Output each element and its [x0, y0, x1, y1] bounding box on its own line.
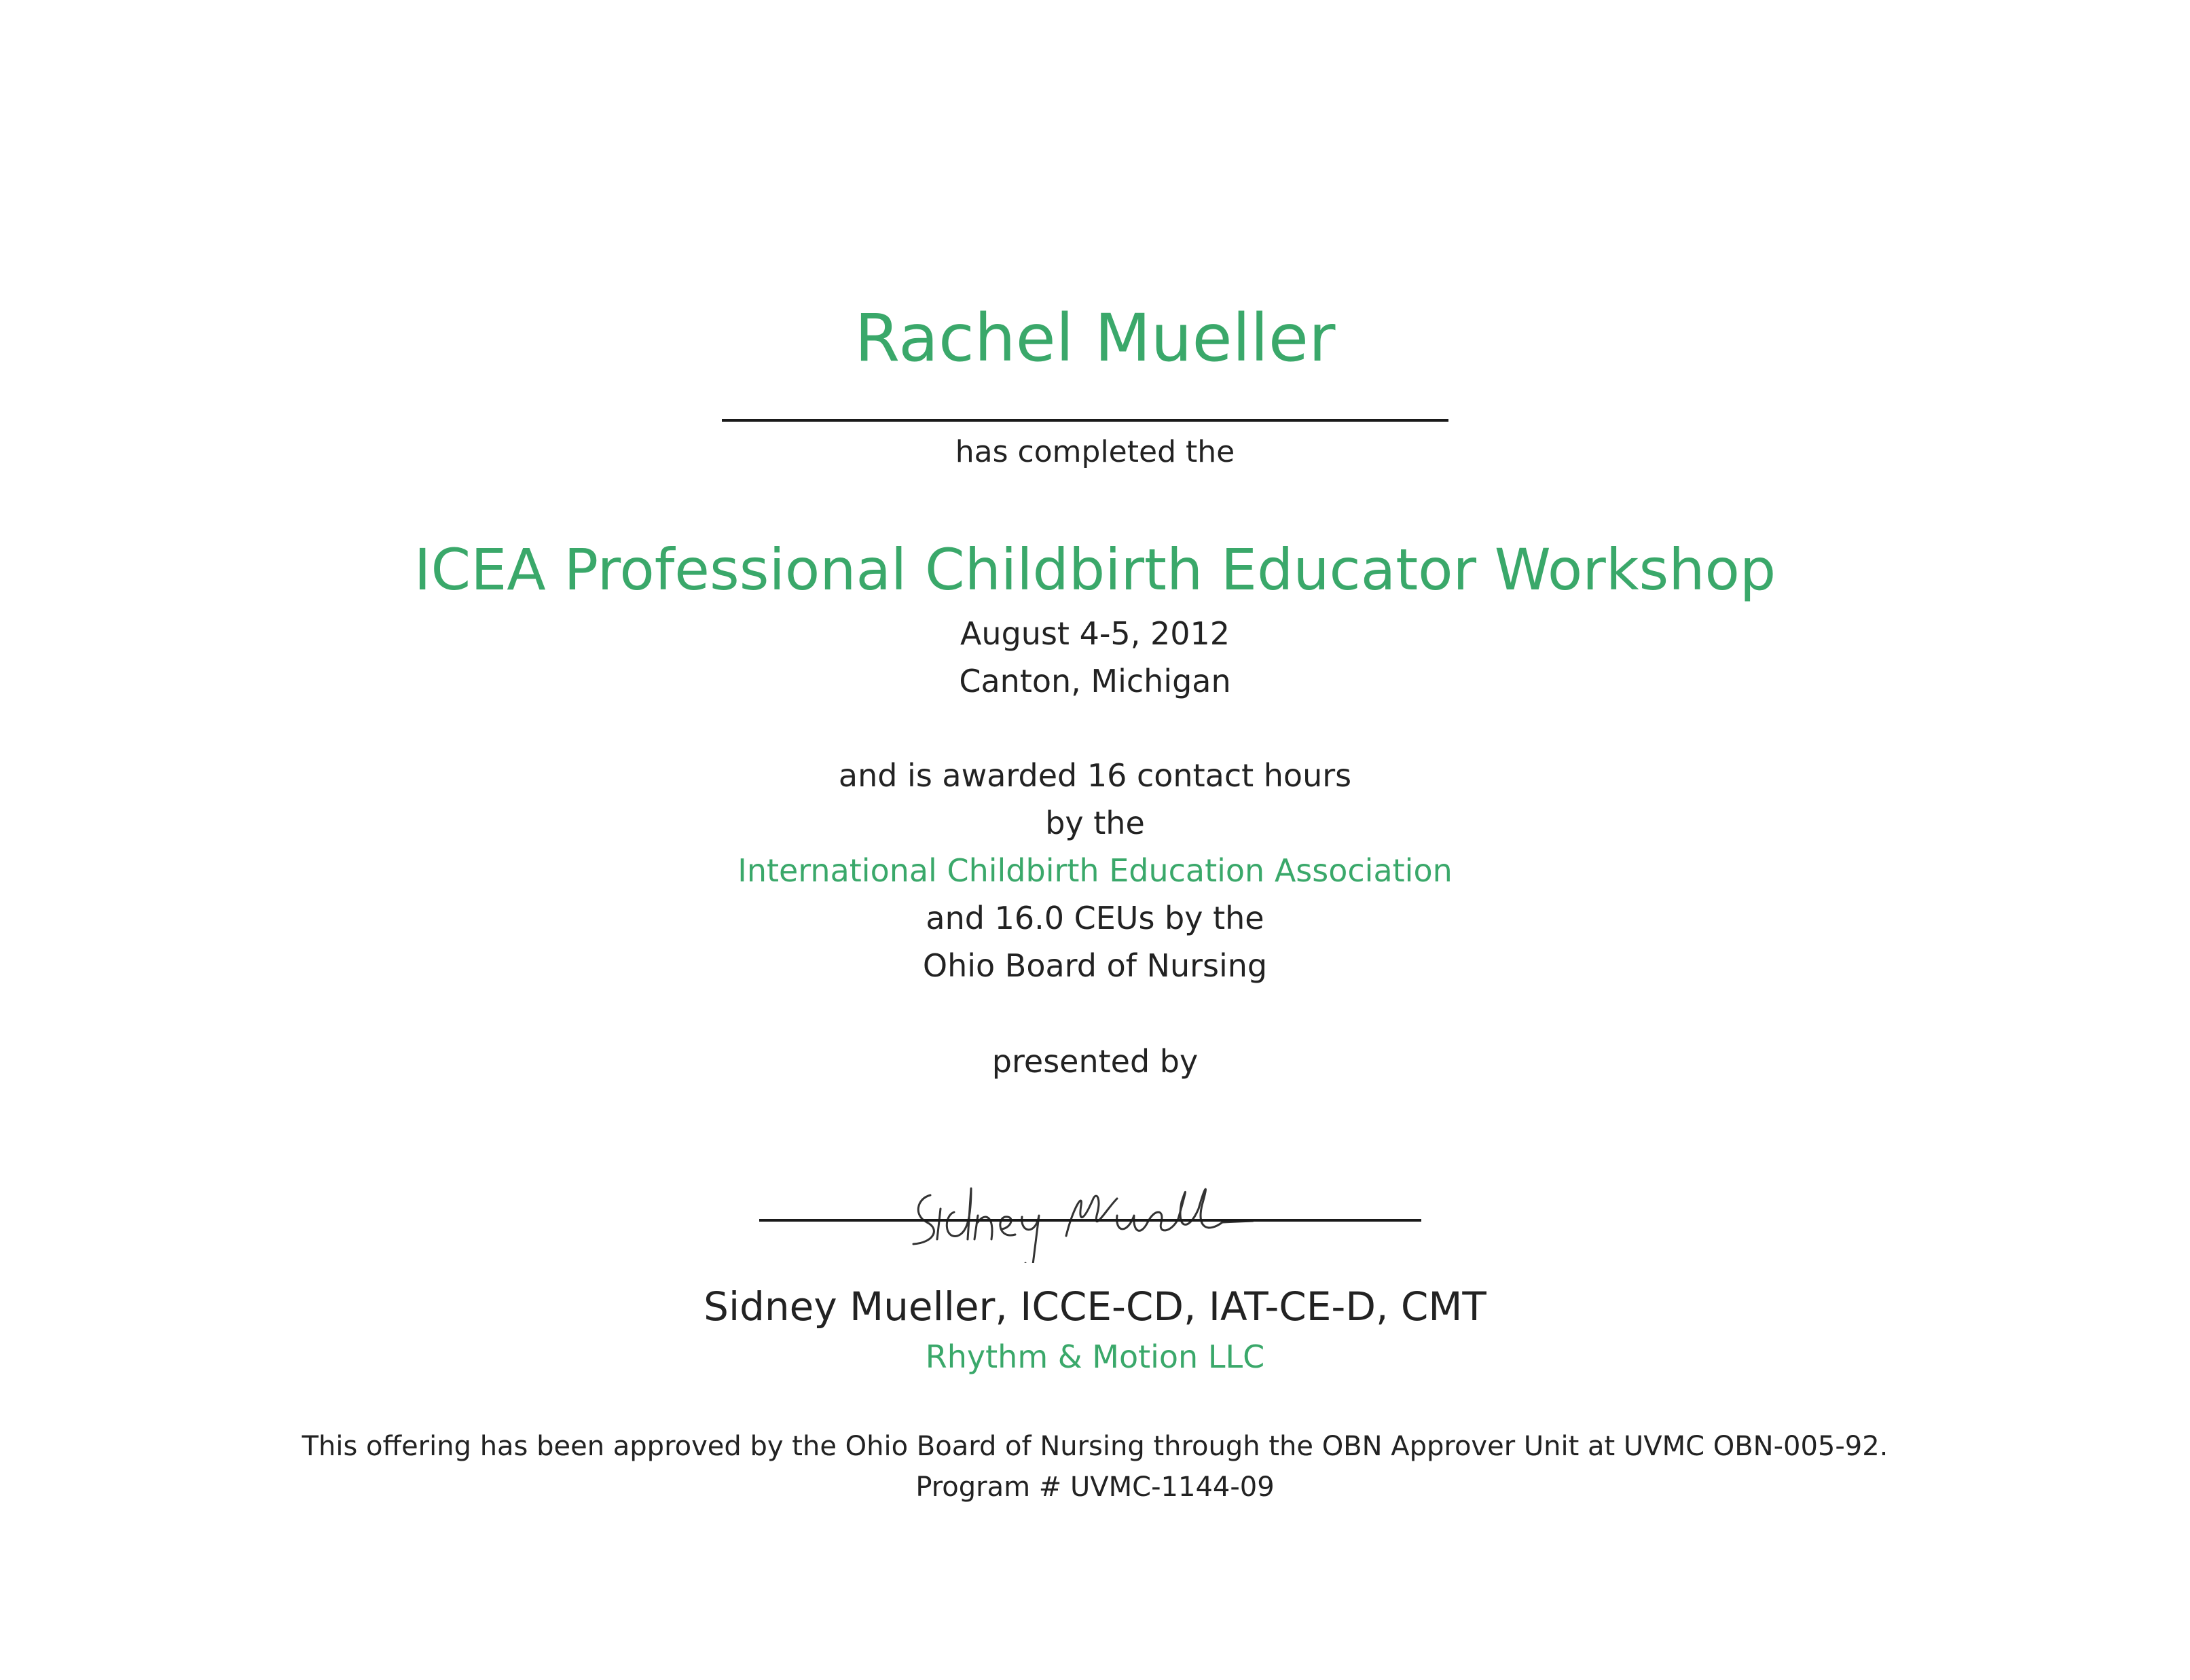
presented-by-text: presented by — [991, 1043, 1199, 1080]
recipient-name: Rachel Mueller — [854, 300, 1336, 376]
program-number: Program # UVMC-1144-09 — [915, 1472, 1275, 1503]
workshop-title: ICEA Professional Childbirth Educator Workshop — [414, 536, 1776, 603]
workshop-dates: August 4-5, 2012 — [960, 615, 1230, 652]
company-name: Rhythm & Motion LLC — [925, 1338, 1265, 1375]
board-name: Ohio Board of Nursing — [922, 947, 1268, 984]
by-the-text: by the — [1045, 805, 1145, 841]
workshop-location: Canton, Michigan — [959, 663, 1231, 699]
signature-line — [759, 1219, 1421, 1222]
ceus-text: and 16.0 CEUs by the — [926, 900, 1264, 936]
handwritten-signature — [903, 1168, 1256, 1263]
approval-statement: This offering has been approved by the Ohio Board of Nursing through the OBN Approver Unit at UVMC OBN-005-92. — [302, 1431, 1888, 1462]
recipient-underline — [722, 419, 1448, 422]
signer-name: Sidney Mueller, ICCE-CD, IAT-CE-D, CMT — [704, 1283, 1486, 1330]
awarded-text: and is awarded 16 contact hours — [838, 757, 1352, 794]
association-name: International Childbirth Education Association — [737, 852, 1453, 889]
completed-text: has completed the — [955, 435, 1235, 469]
